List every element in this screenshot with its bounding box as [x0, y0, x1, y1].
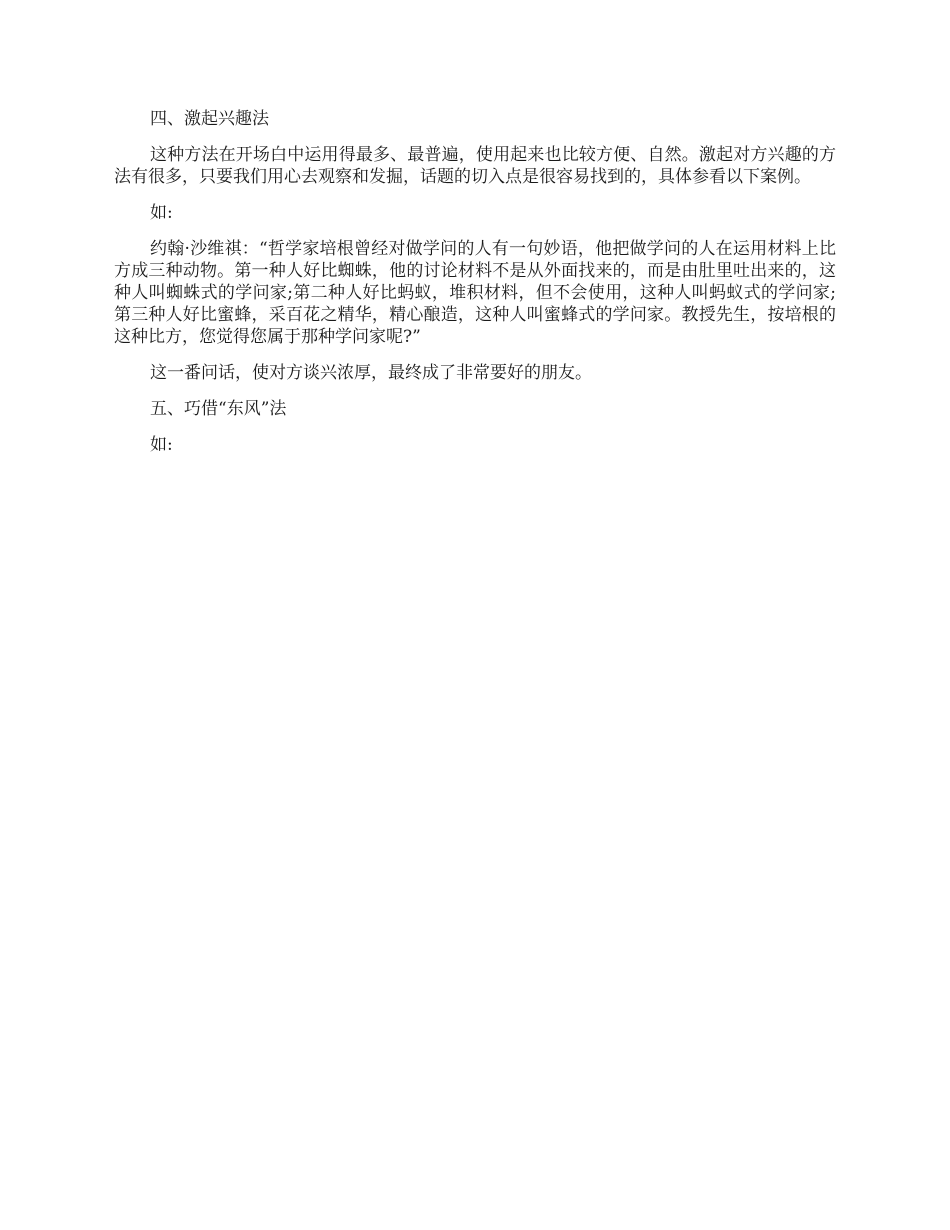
section-heading-5: 五、巧借“东风”法 [150, 399, 287, 419]
example-label: 如: [150, 203, 173, 223]
paragraph-result: 这一番问话，使对方谈兴浓厚，最终成了非常要好的朋友。 [150, 363, 592, 383]
paragraph-intro: 这种方法在开场白中运用得最多、最普遍，使用起来也比较方便、自然。激起对方兴趣的方法有很多，只要我们用心去观察和发掘，话题的切入点是很容易找到的，具体参看以下案例。 [114, 145, 836, 187]
paragraph-quote: 约翰·沙维祺：“哲学家培根曾经对做学问的人有一句妙语，他把做学问的人在运用材料上比方成三种动物。第一种人好比蜘蛛，他的讨论材料不是从外面找来的，而是由肚里吐出来的，这种人叫蜘蛛式的学问家;第二种人好比蚂蚁，堆积材料，但不会使用，这种人叫蚂蚁式的学问家;第三种人好比蜜蜂，采百花之精华，精心酿造，这种人叫蜜蜂式的学问家。教授先生，按培根的这种比方，您觉得您属于那种学问家呢?” [114, 239, 836, 347]
example-label-2: 如: [150, 435, 173, 455]
section-heading-4: 四、激起兴趣法 [150, 109, 269, 129]
